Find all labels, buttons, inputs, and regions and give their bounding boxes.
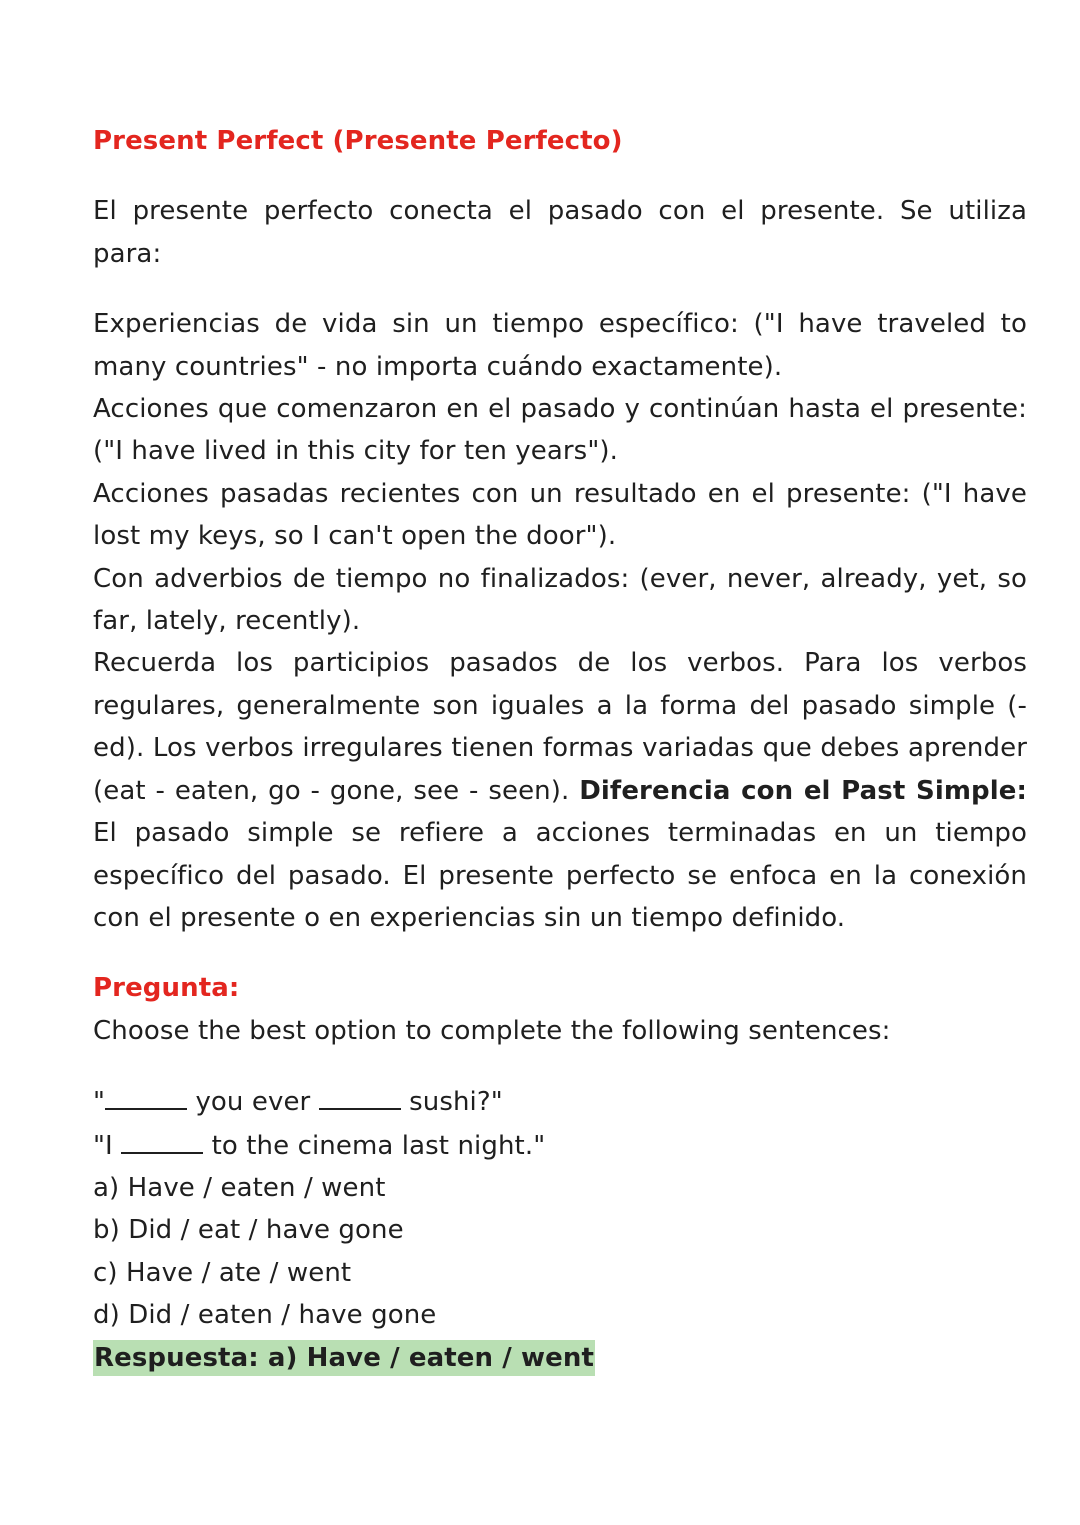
sentence-2-start: "I [93,1130,113,1161]
difference-label: Diferencia con el Past Simple: [579,775,1027,806]
sentence-1 [93,1080,1027,1123]
question-block [93,1080,1027,1379]
sentence-1-end: sushi?" [409,1087,503,1118]
open-quote: " [93,1087,106,1118]
sentence-1-mid: you ever [195,1087,311,1118]
question-instruction: Choose the best option to complete the following sentences: [93,1015,891,1046]
option-b: b) Did / eat / have gone [93,1215,404,1246]
answer-highlight: Respuesta: a) Have / eaten / went [93,1340,595,1376]
use-item: Acciones pasadas recientes con un resultado en el presente: ("I have lost my keys, so I can't open the door"). [93,478,1027,552]
document-page [93,120,1027,1379]
question-label: Pregunta: [93,973,240,1004]
participles-paragraph [93,642,1027,939]
answer-line [93,1337,1027,1379]
use-item: Con adverbios de tiempo no finalizados: (ever, never, already, yet, so far, lately, recently). [93,563,1027,637]
participles-text: Recuerda los participios pasados de los verbos. Para los verbos regulares, generalmente son iguales a la forma del pasado simple (-ed). Los verbos irregulares tienen formas variadas que debes aprender (eat - eaten, go - gone, see - seen). [93,648,1027,806]
blank-1 [105,1080,187,1110]
option-a: a) Have / eaten / went [93,1172,386,1203]
use-item: Acciones que comenzaron en el pasado y continúan hasta el presente: ("I have lived in this city for ten years"). [93,394,1027,467]
difference-text: El pasado simple se refiere a acciones terminadas en un tiempo específico del pasado. El presente perfecto se enfoca en la conexión con el presente o en experiencias sin un tiempo definido. [93,818,1027,933]
sentence-2 [93,1124,1027,1167]
option-c: c) Have / ate / went [93,1257,352,1288]
uses-block [93,303,1027,939]
sentence-2-end: to the cinema last night." [211,1130,546,1161]
blank-2 [319,1080,401,1110]
use-item: Experiencias de vida sin un tiempo específico: ("I have traveled to many countries" - no importa cuándo exactamente). [93,309,1027,382]
blank-3 [121,1124,203,1154]
option-d: d) Did / eaten / have gone [93,1300,437,1331]
section-title: Present Perfect (Presente Perfecto) [93,126,623,156]
intro-paragraph: El presente perfecto conecta el pasado con el presente. Se utiliza para: [93,196,1027,269]
